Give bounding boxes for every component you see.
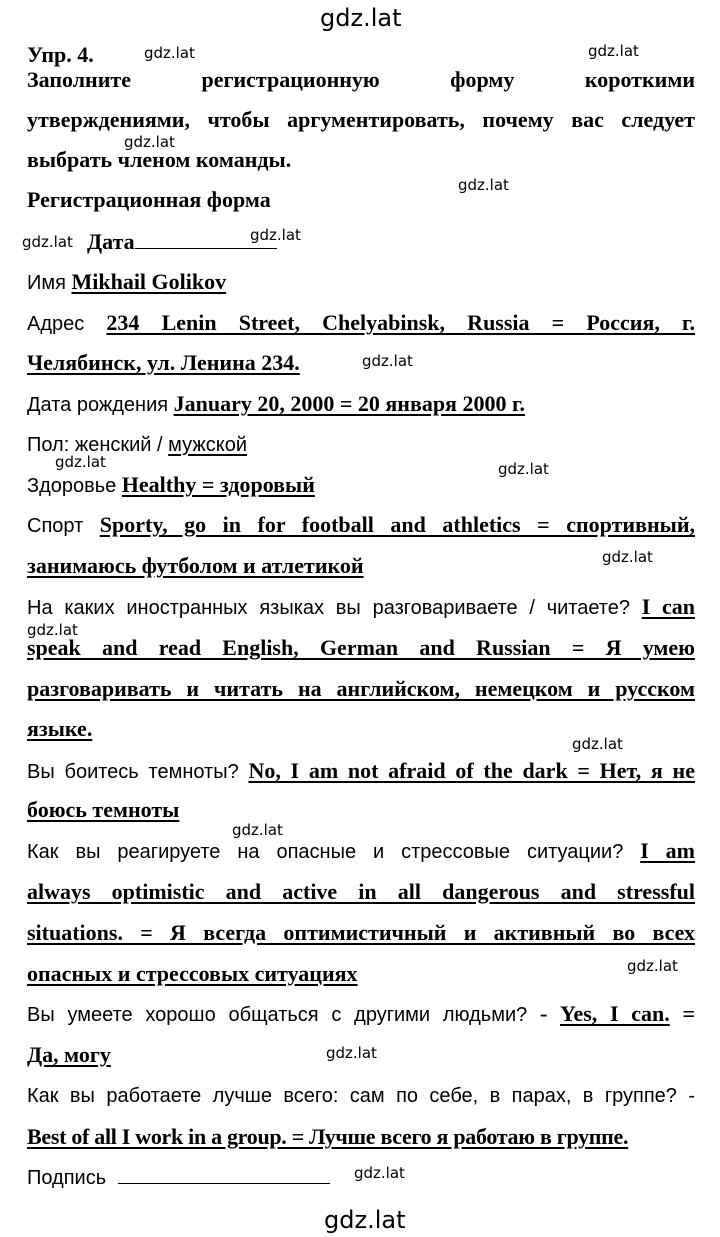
watermark: gdz.lat [572, 735, 623, 753]
watermark-bottom: gdz.lat [324, 1206, 406, 1234]
watermark: gdz.lat [627, 957, 678, 975]
dark-row [27, 758, 695, 785]
watermark: gdz.lat [354, 1164, 405, 1182]
sex-label: Пол: женский / [27, 434, 169, 456]
task-line: утверждениями, чтобы аргументировать, почему вас следует [27, 107, 695, 132]
watermark: gdz.lat [144, 44, 195, 62]
watermark-top: gdz.lat [320, 4, 402, 32]
watermark: gdz.lat [250, 226, 301, 244]
dark-label: Вы боитесь темноты? [27, 761, 239, 783]
stress-value-cont: situations. = Я всегда оптимистичный и активный во всех [27, 920, 695, 945]
health-row [27, 472, 695, 499]
name-row [27, 269, 695, 296]
languages-label: На каких иностранных языках вы разговариваете / читаете? [27, 597, 630, 619]
watermark: gdz.lat [55, 453, 106, 471]
watermark: gdz.lat [458, 176, 509, 194]
address-value: 234 Lenin Street, Chelyabinsk, Russia = Россия, г. [106, 310, 696, 335]
task-line: Заполните регистрационную форму короткими [27, 67, 695, 92]
address-value-cont: Челябинск, ул. Ленина 234. [27, 350, 300, 375]
watermark: gdz.lat [326, 1044, 377, 1062]
signature-blank[interactable] [118, 1165, 330, 1184]
sport-value-cont: занимаюсь футболом и атлетикой [27, 553, 364, 578]
date-row [87, 229, 387, 255]
health-value: Healthy = здоровый [121, 472, 315, 497]
name-value: Mikhail Golikov [71, 269, 227, 294]
address-label: Адрес [27, 313, 85, 335]
work-label: Как вы работаете лучше всего: сам по себе, в парах, в группе? - [27, 1085, 695, 1107]
task-line: выбрать членом команды. [27, 147, 292, 172]
sport-value: Sporty, go in for football and athletics = спортивный, [99, 512, 695, 537]
watermark: gdz.lat [124, 133, 175, 151]
communicate-equals: = [682, 1001, 696, 1026]
communicate-dash: - [539, 1001, 548, 1026]
birth-value: January 20, 2000 = 20 января 2000 г. [173, 391, 525, 416]
communicate-value: Yes, I can. [560, 1001, 670, 1026]
address-row [27, 310, 695, 337]
communicate-label: Вы умеете хорошо общаться с другими людьми? [27, 1004, 528, 1026]
languages-value: I can [641, 594, 695, 619]
name-label: Имя [27, 272, 66, 294]
stress-value-cont: always optimistic and active in all dangerous and stressful [27, 879, 695, 904]
watermark: gdz.lat [362, 352, 413, 370]
dark-value-cont: боюсь темноты [27, 797, 180, 822]
dark-value: No, I am not afraid of the dark = Нет, я не [248, 758, 695, 783]
sport-label: Спорт [27, 515, 84, 537]
watermark: gdz.lat [27, 621, 78, 639]
watermark: gdz.lat [602, 548, 653, 566]
communicate-value-cont: Да, могу [27, 1042, 111, 1067]
watermark: gdz.lat [22, 233, 73, 251]
date-label: Дата [87, 229, 135, 254]
form-title: Регистрационная форма [27, 187, 271, 212]
stress-label: Как вы реагируете на опасные и стрессовые ситуации? [27, 841, 624, 863]
exercise-number: Упр. 4. [27, 42, 94, 67]
work-value: Best of all I work in a group. = Лучше всего я работаю в группе. [27, 1124, 629, 1149]
sex-value: мужской [168, 434, 248, 456]
birth-row [27, 391, 695, 418]
stress-value-cont: опасных и стрессовых ситуациях [27, 961, 358, 986]
languages-value-cont: разговаривать и читать на английском, немецком и русском [27, 676, 695, 701]
languages-row [27, 594, 695, 621]
watermark: gdz.lat [232, 821, 283, 839]
health-label: Здоровье [27, 475, 117, 497]
stress-value: I am [640, 838, 696, 863]
languages-value-cont: языке. [27, 716, 93, 741]
signature-row [27, 1164, 695, 1191]
languages-value-cont: speak and read English, German and Russian = Я умею [27, 635, 695, 660]
birth-label: Дата рождения [27, 394, 169, 416]
sex-row [27, 431, 695, 458]
stress-row [27, 838, 695, 865]
signature-label: Подпись [27, 1167, 107, 1189]
date-blank[interactable] [135, 230, 277, 249]
communicate-row [27, 1001, 695, 1028]
watermark: gdz.lat [588, 42, 639, 60]
watermark: gdz.lat [498, 460, 549, 478]
sport-row [27, 512, 695, 539]
